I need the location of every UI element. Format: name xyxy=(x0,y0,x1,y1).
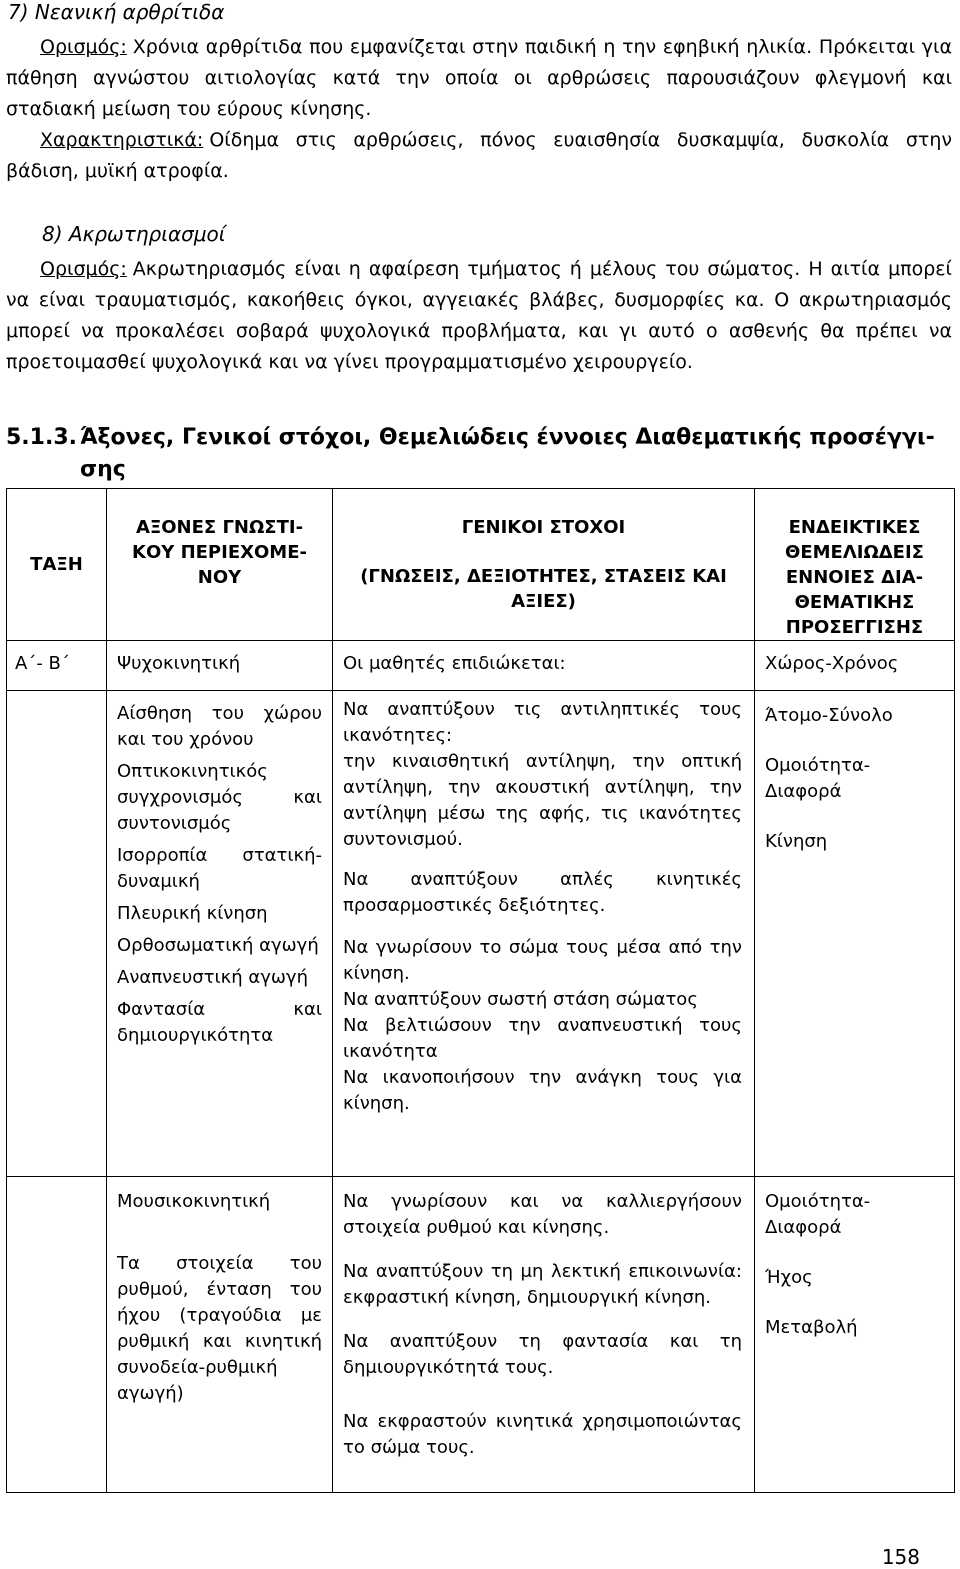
header-goals xyxy=(333,489,755,641)
header-concepts: ΕΝΔΕΙΚΤΙΚΕΣ ΘΕΜΕΛΙΩΔΕΙΣ ΕΝΝΟΙΕΣ ΔΙΑ-ΘΕΜΑΤΙΚΗΣ ΠΡΟΣΕΓΓΙΣΗΣ xyxy=(755,489,955,641)
table-row xyxy=(7,691,955,1177)
section-8-definition xyxy=(6,254,952,378)
list-item: Ισορροπία στατική-δυναμική xyxy=(117,845,322,892)
list-item: την κιναισθητική αντίληψη, την οπτική αντίληψη, την ακουστική αντίληψη, την αντίληψη μέσω της αφής, τις ικανότητες συντονισμού. xyxy=(343,751,742,850)
list-item: Να γνωρίσουν και να καλλιεργήσουν στοιχεία ρυθμού και κίνησης. xyxy=(343,1191,742,1238)
list-item: Αίσθηση του χώρου και του χρόνου xyxy=(117,703,322,750)
row3-concepts xyxy=(755,1177,955,1493)
heading-text-line1: Άξονες, Γενικοί στόχοι, Θεμελιώδεις έννοιες Διαθεματικής προσέγγι- xyxy=(80,425,935,450)
list-item: Ήχος xyxy=(765,1267,813,1288)
definition-text: Χρόνια αρθρίτιδα που εμφανίζεται στην παιδική η την εφηβική ηλικία. Πρόκειται για πάθηση αγνώστου αιτιολογίας κατά την οποία οι αρθρώσεις παρουσιάζουν φλεγμονή και σταδιακή μείωση του εύρους κίνησης. xyxy=(6,36,952,120)
page-number: 158 xyxy=(881,1545,920,1569)
row1-axis: Ψυχοκινητική xyxy=(107,641,333,691)
list-item: Μεταβολή xyxy=(765,1317,858,1338)
curriculum-table xyxy=(6,488,955,1493)
header-axes: ΑΞΟΝΕΣ ΓΝΩΣΤΙ-ΚΟΥ ΠΕΡΙΕΧΟΜΕ-ΝΟΥ xyxy=(107,489,333,641)
header-goals-line1: ΓΕΝΙΚΟΙ ΣΤΟΧΟΙ xyxy=(461,517,626,538)
list-item: Να αναπτύξουν τις αντιληπτικές τους ικανότητες: xyxy=(343,699,742,746)
table-row xyxy=(7,1177,955,1493)
list-item: Αναπνευστική αγωγή xyxy=(117,967,308,988)
list-item: Να αναπτύξουν απλές κινητικές προσαρμοστικές δεξιότητες. xyxy=(343,869,742,916)
list-item: Μουσικοκινητική xyxy=(117,1191,271,1212)
header-taxi: ΤΑΞΗ xyxy=(7,489,107,641)
heading-text-line2: σης xyxy=(80,457,126,482)
list-item: Τα στοιχεία του ρυθμού, ένταση του ήχου (τραγούδια με ρυθμική και κινητική συνοδεία-ρυθμική αγωγή) xyxy=(117,1253,322,1404)
row1-goal: Οι μαθητές επιδιώκεται: xyxy=(333,641,755,691)
list-item: Ομοιότητα-Διαφορά xyxy=(765,755,871,802)
row2-goals xyxy=(333,691,755,1177)
row3-taxi xyxy=(7,1177,107,1493)
definition-term: Ορισμός: xyxy=(40,36,127,58)
row2-axes xyxy=(107,691,333,1177)
row1-taxi: Α΄- Β΄ xyxy=(7,641,107,691)
list-item: Ορθοσωματική αγωγή xyxy=(117,935,319,956)
section-heading xyxy=(6,422,952,486)
section-7-definition xyxy=(6,32,952,125)
list-item: Κίνηση xyxy=(765,831,828,852)
list-item: Να αναπτύξουν τη μη λεκτική επικοινωνία: εκφραστική κίνηση, δημιουργική κίνηση. xyxy=(343,1261,742,1308)
section-7-title: 7) Νεανική αρθρίτιδα xyxy=(8,0,225,24)
list-item: Οπτικοκινητικός συγχρονισμός και συντονισμός xyxy=(117,761,322,834)
list-item: Πλευρική κίνηση xyxy=(117,903,268,924)
header-goals-line2: (ΓΝΩΣΕΙΣ, ΔΕΞΙΟΤΗΤΕΣ, ΣΤΑΣΕΙΣ ΚΑΙ ΑΞΙΕΣ) xyxy=(360,566,727,612)
list-item: Να γνωρίσουν το σώμα τους μέσα από την κίνηση. xyxy=(343,937,742,984)
features-text: Οίδημα στις αρθρώσεις, πόνος ευαισθησία δυσκαμψία, δυσκολία στην βάδιση, μυϊκή ατροφία. xyxy=(6,129,952,182)
heading-number: 5.1.3. xyxy=(6,425,77,450)
section-8-title: 8) Ακρωτηριασμοί xyxy=(42,222,226,246)
row3-axes xyxy=(107,1177,333,1493)
list-item: Άτομο-Σύνολο xyxy=(765,705,893,726)
row2-taxi xyxy=(7,691,107,1177)
list-item: Να ικανοποιήσουν την ανάγκη τους για κίνηση. xyxy=(343,1067,742,1114)
row1-concept: Χώρος-Χρόνος xyxy=(755,641,955,691)
list-item: Να αναπτύξουν τη φαντασία και τη δημιουργικότητά τους. xyxy=(343,1331,742,1378)
features-term: Χαρακτηριστικά: xyxy=(40,129,204,151)
row2-concepts xyxy=(755,691,955,1177)
section-7-features xyxy=(6,125,952,187)
table-row xyxy=(7,641,955,691)
list-item: Να βελτιώσουν την αναπνευστική τους ικανότητα xyxy=(343,1015,742,1062)
definition-term: Ορισμός: xyxy=(40,258,127,280)
list-item: Φαντασία και δημιουργικότητα xyxy=(117,999,322,1046)
list-item: Να αναπτύξουν σωστή στάση σώματος xyxy=(343,989,698,1010)
row3-goals xyxy=(333,1177,755,1493)
table-header-row xyxy=(7,489,955,641)
definition-text: Ακρωτηριασμός είναι η αφαίρεση τμήματος ή μέλους του σώματος. Η αιτία μπορεί να είναι τραυματισμός, κακοήθεις όγκοι, αγγειακές βλάβες, δυσμορφίες κα. Ο ακρωτηριασμός μπορεί να προκαλέσει σοβαρά ψυχολογικά προβλήματα, και γι αυτό ο ασθενής θα πρέπει να προετοιμασθεί ψυχολογικά και να γίνει προγραμματισμένο χειρουργείο. xyxy=(6,258,952,373)
list-item: Ομοιότητα-Διαφορά xyxy=(765,1191,871,1238)
list-item: Να εκφραστούν κινητικά χρησιμοποιώντας το σώμα τους. xyxy=(343,1411,742,1458)
